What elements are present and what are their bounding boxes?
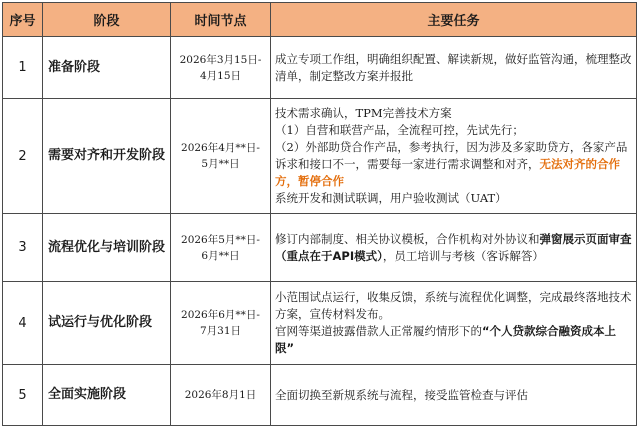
row-phase: 准备阶段 xyxy=(43,37,171,99)
time-line: 7月31日 xyxy=(199,325,242,337)
task-text: 小范围试点运行，收集反馈，系统与流程优化调整，完成最终落地技术方案，宣传材料发布。 xyxy=(275,290,632,321)
task-line xyxy=(275,105,632,122)
table-row xyxy=(3,365,637,426)
row-task xyxy=(271,37,637,99)
task-text: （2）外部助贷合作产品，参考执行，因为涉及多家助贷方，各家产品诉求和接口不一，需要每一家进行需求调整和对齐， xyxy=(275,140,628,171)
task-text: 全面切换至新规系统与流程，接受监管检查与评估 xyxy=(275,387,528,402)
header-seq: 序号 xyxy=(3,3,43,37)
table-body xyxy=(3,37,637,426)
row-task xyxy=(271,99,637,214)
time-line: 2026年3月15日- xyxy=(179,53,262,66)
header-task: 主要任务 xyxy=(271,3,637,37)
task-text: 官网等渠道披露借款人正常履约情形下的 xyxy=(275,324,482,338)
row-seq: 2 xyxy=(3,99,43,214)
task-line xyxy=(275,289,632,323)
task-text: 修订内部制度、相关协议模板，合作机构对外协议和 xyxy=(275,231,540,246)
header-time: 时间节点 xyxy=(171,3,271,37)
row-phase: 流程优化与培训阶段 xyxy=(43,214,171,282)
row-time xyxy=(171,214,271,282)
row-phase: 试运行与优化阶段 xyxy=(43,282,171,365)
task-line xyxy=(275,387,632,404)
time-line: 2026年8月1日 xyxy=(184,389,257,401)
time-line: 2026年4月**日- xyxy=(181,142,260,154)
task-text: 系统开发和测试联调，用户验收测试（UAT） xyxy=(275,191,507,205)
row-time xyxy=(171,37,271,99)
highlight-text: 无法对齐的合作方，暂停合作 xyxy=(275,157,620,188)
row-time xyxy=(171,99,271,214)
table-row xyxy=(3,214,637,282)
table-header-row xyxy=(3,3,637,37)
header-phase: 阶段 xyxy=(43,3,171,37)
row-task xyxy=(271,365,637,426)
table-row xyxy=(3,37,637,99)
task-line xyxy=(275,323,632,357)
time-line: 4月15日 xyxy=(199,69,242,82)
table-row xyxy=(3,282,637,365)
row-seq: 1 xyxy=(3,37,43,99)
task-text: 成立专项工作组，明确组织配置、解读新规，做好监管沟通，梳理整改清单，制定整改方案并报批 xyxy=(275,51,632,83)
time-line: 5月**日 xyxy=(201,158,240,170)
row-seq: 3 xyxy=(3,214,43,282)
task-text: （1）自营和联营产品，全流程可控，先试先行； xyxy=(275,123,524,137)
row-task xyxy=(271,282,637,365)
row-phase: 全面实施阶段 xyxy=(43,365,171,426)
row-time xyxy=(171,282,271,365)
task-line xyxy=(275,122,632,139)
bold-text: “个人贷款综合融资成本上限” xyxy=(275,324,617,355)
phase-plan-table xyxy=(2,2,637,426)
row-seq: 5 xyxy=(3,365,43,426)
row-task xyxy=(271,214,637,282)
row-time xyxy=(171,365,271,426)
task-line xyxy=(275,190,632,207)
time-line: 2026年6月**日- xyxy=(181,309,260,321)
task-text: ，员工培训与考核（客诉解答） xyxy=(382,248,544,263)
row-seq: 4 xyxy=(3,282,43,365)
task-line xyxy=(275,139,632,190)
bold-text: 弹窗展示页面审查（重点在于API模式） xyxy=(275,231,632,263)
task-line xyxy=(275,231,632,265)
time-line: 2026年5月**日- xyxy=(181,233,260,246)
task-text: 技术需求确认，TPM完善技术方案 xyxy=(275,106,452,120)
task-line xyxy=(275,51,632,85)
row-phase: 需要对齐和开发阶段 xyxy=(43,99,171,214)
time-line: 6月**日 xyxy=(201,249,240,262)
table-row xyxy=(3,99,637,214)
